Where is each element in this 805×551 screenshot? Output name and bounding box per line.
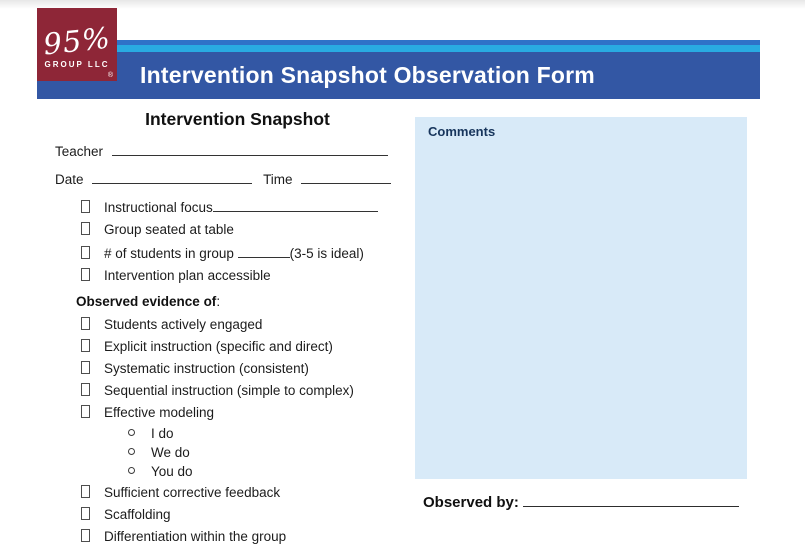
checklist-item-suffix: (3-5 is ideal) — [289, 246, 364, 261]
checkbox-icon — [81, 405, 90, 418]
modeling-steps-list — [55, 427, 385, 479]
time-blank-line — [301, 170, 391, 184]
modeling-step-item — [55, 446, 385, 460]
form-title: Intervention Snapshot Observation Form — [140, 62, 595, 88]
observed-by-label: Observed by: — [423, 494, 519, 511]
evidence-heading-text: Observed evidence of — [76, 294, 217, 309]
checkbox-icon — [81, 200, 90, 213]
checkbox-icon — [81, 361, 90, 374]
evidence-heading-colon: : — [216, 294, 221, 309]
banner-main-bar — [37, 52, 760, 99]
logo-95-percent-text: 95% — [41, 20, 113, 62]
checkbox-icon — [81, 246, 90, 259]
checklist-item-label: Systematic instruction (consistent) — [104, 361, 309, 376]
checkbox-icon — [81, 507, 90, 520]
company-logo — [37, 8, 117, 81]
checkbox-icon — [81, 529, 90, 542]
teacher-label: Teacher — [55, 144, 104, 159]
checklist-item-label: Explicit instruction (specific and direct) — [104, 339, 333, 354]
checklist-item — [55, 268, 385, 283]
checklist-item-label: Sequential instruction (simple to complex) — [104, 383, 354, 398]
time-label: Time — [263, 172, 293, 187]
form-left-column — [55, 109, 385, 551]
evidence-checklist — [55, 317, 385, 420]
instructional-focus-blank-line — [213, 198, 378, 212]
checkbox-icon — [81, 317, 90, 330]
checklist-item — [55, 507, 385, 522]
checklist-item — [55, 361, 385, 376]
comments-box — [415, 117, 747, 479]
observed-by-row — [423, 491, 739, 511]
checkbox-icon — [81, 268, 90, 281]
checklist-item-label: Sufficient corrective feedback — [104, 485, 281, 500]
checklist-item — [55, 198, 385, 215]
checklist-item-label: Instructional focus — [104, 200, 213, 215]
checklist-item — [55, 485, 385, 500]
checkbox-icon — [81, 222, 90, 235]
modeling-step-item — [55, 427, 385, 441]
checklist-item — [55, 244, 385, 261]
date-label: Date — [55, 172, 84, 187]
checklist-item — [55, 383, 385, 398]
comments-heading: Comments — [428, 124, 496, 139]
checklist-item — [55, 405, 385, 420]
checklist-item — [55, 339, 385, 354]
date-time-field-row — [55, 170, 385, 187]
checklist-item — [55, 317, 385, 332]
logo-company-name: GROUP LLC — [44, 60, 110, 69]
checklist-item-label: Scaffolding — [104, 507, 171, 522]
banner-stripe-cyan — [37, 45, 760, 52]
registered-trademark-icon: ® — [107, 72, 113, 79]
checklist-item-label: # of students in group — [104, 246, 234, 261]
observed-by-blank-line — [523, 491, 739, 507]
evidence-checklist-tail — [55, 485, 385, 544]
modeling-step-item — [55, 465, 385, 479]
checklist-item — [55, 529, 385, 544]
teacher-field-row — [55, 142, 385, 159]
checklist-item-label: Students actively engaged — [104, 317, 263, 332]
modeling-step-label: I do — [151, 426, 174, 441]
circle-bullet-icon — [128, 429, 135, 436]
date-blank-line — [92, 170, 252, 184]
section-heading: Intervention Snapshot — [145, 109, 330, 129]
checklist-item-label: Effective modeling — [104, 405, 215, 420]
modeling-step-label: We do — [151, 445, 190, 460]
circle-bullet-icon — [128, 448, 135, 455]
checklist-item-label: Intervention plan accessible — [104, 268, 271, 283]
checkbox-icon — [81, 485, 90, 498]
circle-bullet-icon — [128, 467, 135, 474]
modeling-step-label: You do — [151, 464, 193, 479]
checkbox-icon — [81, 339, 90, 352]
setup-checklist — [55, 198, 385, 283]
checklist-item-label: Differentiation within the group — [104, 529, 287, 544]
checklist-item — [55, 222, 385, 237]
checklist-item-label: Group seated at table — [104, 222, 234, 237]
checkbox-icon — [81, 383, 90, 396]
students-count-blank-line — [238, 244, 290, 258]
title-banner — [37, 40, 760, 99]
page-top-shadow — [0, 0, 805, 9]
teacher-blank-line — [112, 142, 388, 156]
evidence-section-heading — [76, 294, 385, 309]
